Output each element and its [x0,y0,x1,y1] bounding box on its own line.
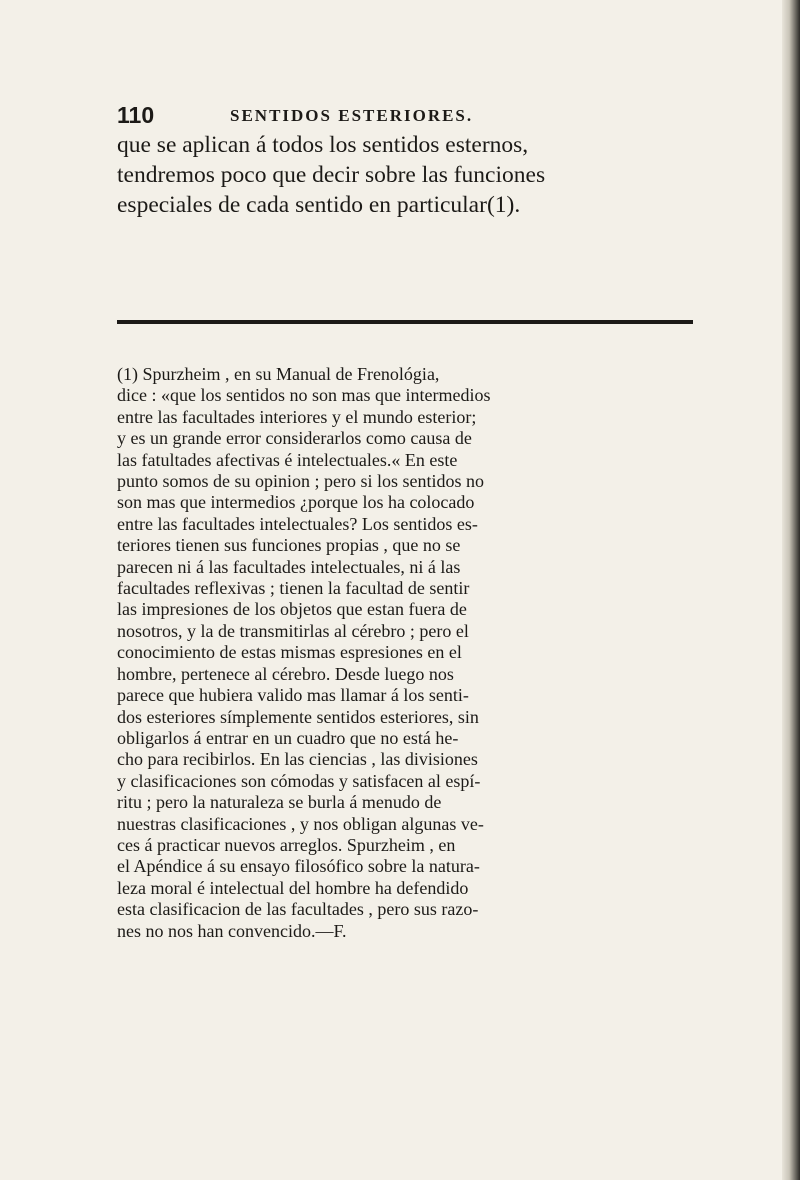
footnote-line: ces á practicar nuevos arreglos. Spurzheim , en [117,834,456,855]
footnote-line: entre las facultades intelectuales? Los sentidos es- [117,513,478,534]
page-header [117,102,677,132]
footnote-line: nes no nos han convencido.—F. [117,920,347,941]
footnote-line: parecen ni á las facultades intelectuales, ni á las [117,556,461,577]
main-text [117,130,697,220]
footnote-line: y clasificaciones son cómodas y satisfacen al espí- [117,770,481,791]
footnote-rule [117,320,693,324]
footnote-line: conocimiento de estas mismas espresiones en el [117,642,462,663]
footnote-line: el Apéndice á su ensayo filosófico sobre la natura- [117,856,480,877]
footnote-line: nuestras clasificaciones , y nos obligan algunas ve- [117,813,484,834]
page-number: 110 [117,102,155,128]
footnote-line: leza moral é intelectual del hombre ha defendido [117,877,469,898]
footnote-line: dos esteriores símplemente sentidos esteriores, sin [117,706,479,727]
footnote-line: y es un grande error considerarlos como causa de [117,428,472,449]
footnote-line: parece que hubiera valido mas llamar á los senti- [117,685,469,706]
footnote-line: son mas que intermedios ¿porque los ha colocado [117,492,475,513]
running-head: SENTIDOS ESTERIORES. [230,106,474,125]
footnote-line: (1) Spurzheim , en su Manual de Frenológia, [117,364,440,384]
text-line: que se aplican á todos los sentidos esternos, [117,132,529,158]
text-line: especiales de cada sentido en particular(1). [117,192,521,218]
text-line: tendremos poco que decir sobre las funciones [117,162,546,188]
page-edge [782,0,800,1180]
footnote-line: punto somos de su opinion ; pero si los sentidos no [117,471,485,492]
footnote-line: facultades reflexivas ; tienen la facultad de sentir [117,578,470,599]
footnote-line: cho para recibirlos. En las ciencias , las divisiones [117,749,478,770]
footnote-line: las fatultades afectivas é intelectuales.« En este [117,449,458,470]
footnote-line: dice : «que los sentidos no son mas que intermedios [117,385,491,406]
footnote-line: hombre, pertenece al cérebro. Desde luego nos [117,663,454,684]
footnote-line: esta clasificacion de las facultades , pero sus razo- [117,899,479,920]
footnote-line: las impresiones de los objetos que estan fuera de [117,599,467,620]
footnote [117,364,697,942]
footnote-line: entre las facultades interiores y el mundo esterior; [117,406,477,427]
footnote-line: ritu ; pero la naturaleza se burla á menudo de [117,792,442,813]
footnote-line: obligarlos á entrar en un cuadro que no está he- [117,727,459,748]
footnote-line: nosotros, y la de transmitirlas al cérebro ; pero el [117,620,469,641]
footnote-line: teriores tienen sus funciones propias , que no se [117,535,461,556]
